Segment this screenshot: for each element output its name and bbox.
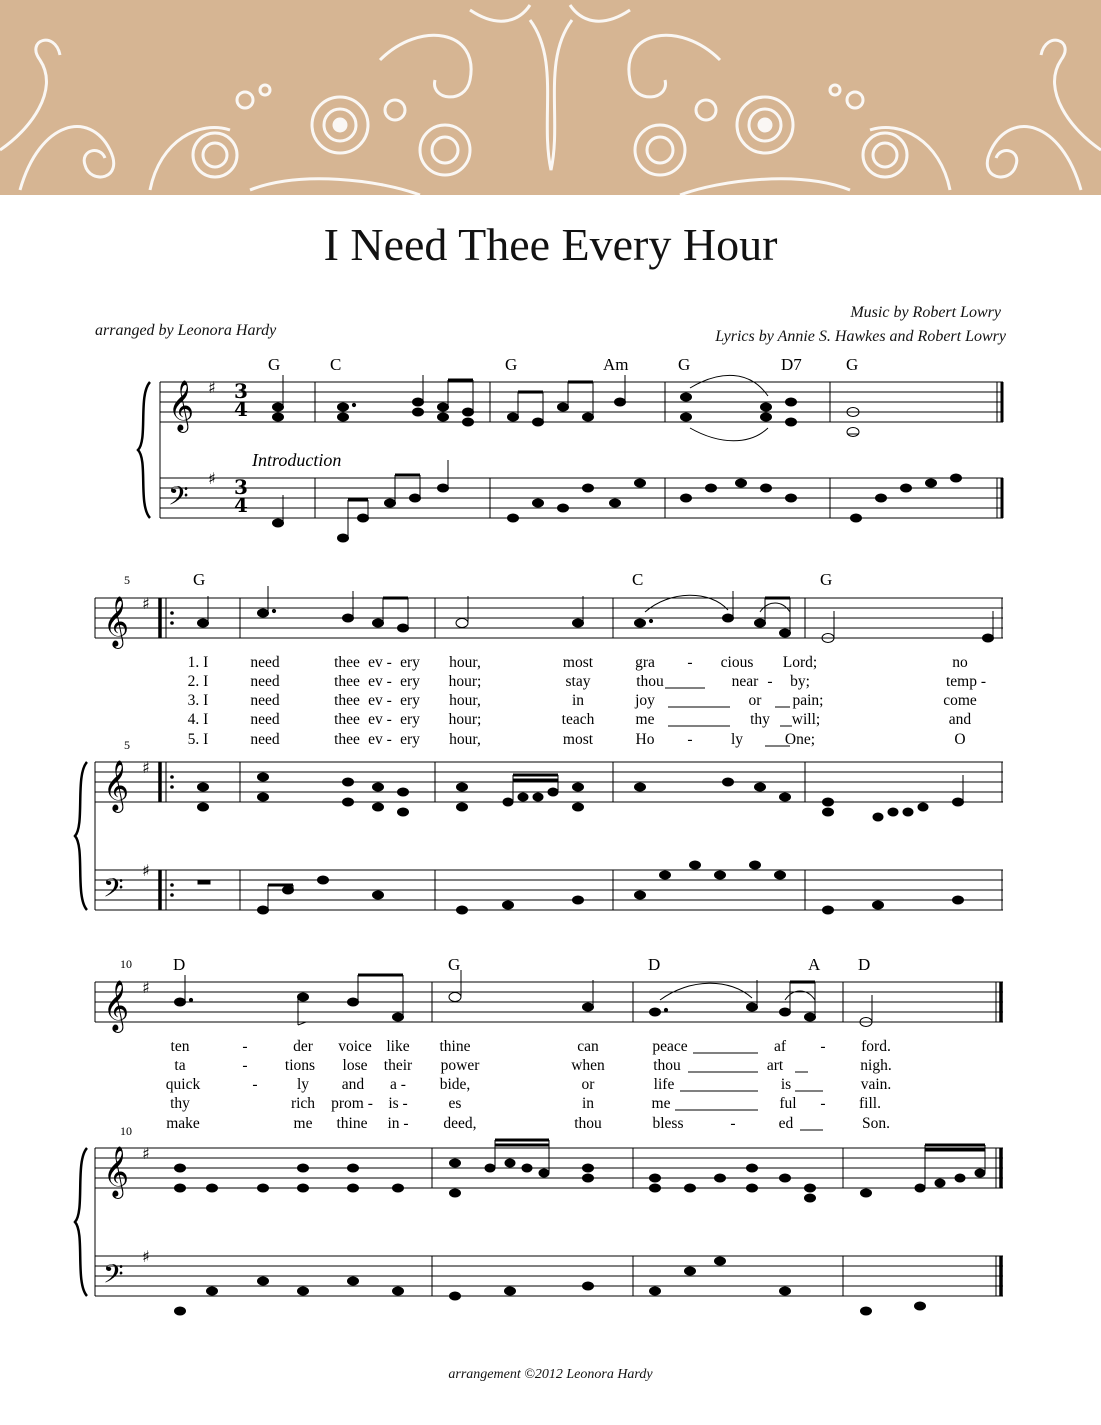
- svg-text:2. I: 2. I: [187, 673, 209, 690]
- svg-text:es: es: [448, 1095, 462, 1112]
- svg-text:ev -: ev -: [368, 673, 392, 690]
- svg-text:will;: will;: [791, 711, 821, 728]
- svg-text:near: near: [731, 673, 759, 690]
- chord-symbol: C: [632, 570, 644, 589]
- svg-text:their: their: [383, 1057, 413, 1074]
- svg-text:thee: thee: [334, 654, 360, 671]
- svg-text:thy: thy: [750, 711, 770, 728]
- chord-symbol: D: [858, 955, 871, 974]
- svg-text:need: need: [250, 692, 280, 709]
- svg-text:in: in: [571, 692, 585, 709]
- system-3-lyrics: [166, 1038, 892, 1132]
- svg-text:fill.: fill.: [859, 1095, 881, 1112]
- svg-text:ery: ery: [400, 692, 420, 709]
- chord-symbol: G: [846, 355, 859, 374]
- svg-text:hour;: hour;: [448, 711, 482, 728]
- svg-text:ev -: ev -: [368, 692, 392, 709]
- svg-text:come: come: [943, 692, 977, 709]
- svg-text:♯: ♯: [142, 861, 150, 880]
- lyric-verse-4: [170, 1095, 881, 1112]
- svg-text:gra: gra: [635, 654, 655, 671]
- svg-text:-: -: [687, 731, 693, 748]
- svg-text:can: can: [577, 1038, 599, 1055]
- svg-text:stay: stay: [565, 673, 591, 690]
- chord-symbol: G: [268, 355, 281, 374]
- svg-text:nigh.: nigh.: [860, 1057, 892, 1074]
- svg-text:most: most: [562, 654, 594, 671]
- svg-text:ev -: ev -: [368, 731, 392, 748]
- svg-text:ery: ery: [400, 711, 420, 728]
- lyrics-credit: Lyrics by Annie S. Hawkes and Robert Lowry: [715, 328, 1006, 345]
- svg-text:is -: is -: [388, 1095, 408, 1112]
- chord-symbol: G: [193, 570, 206, 589]
- svg-text:or: or: [581, 1076, 595, 1093]
- treble-clef-icon: 𝄞: [103, 596, 130, 647]
- chord-symbol: D: [648, 955, 661, 974]
- introduction-label: Introduction: [252, 450, 342, 470]
- svg-text:ford.: ford.: [861, 1038, 891, 1055]
- svg-text:O: O: [954, 731, 966, 748]
- system-1-glyphs: [168, 378, 248, 518]
- lyric-verse-5: [166, 1115, 890, 1132]
- svg-text:art: art: [766, 1057, 784, 1074]
- system-3-glyphs: [103, 957, 150, 1296]
- svg-text:-: -: [820, 1095, 826, 1112]
- svg-text:lose: lose: [342, 1057, 368, 1074]
- measure-number: 10: [120, 1124, 132, 1138]
- svg-text:prom -: prom -: [331, 1095, 373, 1112]
- bass-clef-icon: 𝄢: [103, 872, 124, 910]
- svg-text:Son.: Son.: [862, 1115, 890, 1132]
- lyric-verse-2: [174, 1057, 891, 1074]
- svg-text:hour,: hour,: [449, 731, 481, 748]
- svg-text:ery: ery: [400, 654, 420, 671]
- svg-text:ed: ed: [778, 1115, 794, 1132]
- svg-text:-: -: [820, 1038, 826, 1055]
- treble-clef-icon: 𝄞: [103, 760, 130, 811]
- svg-text:5. I: 5. I: [187, 731, 209, 748]
- lyric-verse-4: [188, 711, 972, 728]
- svg-text:thee: thee: [334, 731, 360, 748]
- chord-symbol: G: [505, 355, 518, 374]
- svg-text:der: der: [293, 1038, 313, 1055]
- chord-symbol: C: [330, 355, 342, 374]
- svg-text:by;: by;: [790, 673, 810, 690]
- svg-text:4: 4: [234, 397, 248, 421]
- svg-text:bless: bless: [652, 1115, 684, 1132]
- lyric-verse-5: [188, 731, 966, 748]
- treble-clef-icon: 𝄞: [103, 980, 130, 1031]
- treble-clef-icon: 𝄞: [103, 1146, 130, 1197]
- measure-number: 5: [124, 573, 130, 587]
- svg-text:ery: ery: [400, 673, 420, 690]
- svg-text:thou: thou: [574, 1115, 602, 1132]
- svg-text:-: -: [687, 654, 693, 671]
- music-credit: Music by Robert Lowry: [850, 304, 1001, 321]
- lyric-verse-3: [188, 692, 977, 709]
- svg-text:is: is: [780, 1076, 792, 1093]
- svg-text:Ho: Ho: [635, 731, 655, 748]
- svg-text:most: most: [562, 731, 594, 748]
- svg-text:life: life: [653, 1076, 675, 1093]
- svg-text:like: like: [386, 1038, 410, 1055]
- svg-text:me: me: [651, 1095, 671, 1112]
- svg-text:deed,: deed,: [443, 1115, 477, 1132]
- svg-text:need: need: [250, 673, 280, 690]
- svg-text:1. I: 1. I: [187, 654, 209, 671]
- svg-text:when: when: [571, 1057, 605, 1074]
- svg-text:ta: ta: [174, 1057, 186, 1074]
- svg-text:ev -: ev -: [368, 654, 392, 671]
- svg-text:in -: in -: [387, 1115, 409, 1132]
- svg-text:thee: thee: [334, 673, 360, 690]
- chord-symbol: G: [678, 355, 691, 374]
- svg-text:♯: ♯: [142, 758, 150, 777]
- svg-text:a -: a -: [390, 1076, 406, 1093]
- svg-text:4. I: 4. I: [187, 711, 209, 728]
- chord-symbol: G: [448, 955, 461, 974]
- svg-text:4: 4: [234, 493, 248, 517]
- svg-text:-: -: [242, 1038, 248, 1055]
- system-2-glyphs: [103, 573, 174, 910]
- svg-text:3: 3: [234, 475, 248, 499]
- svg-text:pain;: pain;: [792, 692, 824, 709]
- lyric-verse-2: [188, 673, 986, 690]
- system-2-notes: [198, 586, 994, 914]
- svg-text:♯: ♯: [142, 1144, 150, 1163]
- svg-text:temp -: temp -: [945, 673, 987, 690]
- system-3-chords: [173, 955, 870, 974]
- svg-text:-: -: [730, 1115, 736, 1132]
- chord-symbol: D7: [781, 355, 802, 374]
- svg-text:ery: ery: [400, 731, 420, 748]
- svg-text:Lord;: Lord;: [782, 654, 818, 671]
- lyric-verse-3: [166, 1076, 892, 1093]
- svg-text:-: -: [252, 1076, 258, 1093]
- svg-text:quick: quick: [165, 1076, 201, 1093]
- svg-text:joy: joy: [635, 692, 655, 709]
- system-1-notes: [273, 375, 962, 542]
- chord-symbol: Am: [603, 355, 629, 374]
- svg-text:need: need: [250, 731, 280, 748]
- bass-clef-icon: 𝄢: [168, 480, 189, 518]
- bass-clef-icon: 𝄢: [103, 1258, 124, 1296]
- svg-text:in: in: [581, 1095, 595, 1112]
- svg-text:me: me: [293, 1115, 313, 1132]
- svg-text:need: need: [250, 711, 280, 728]
- svg-text:thee: thee: [334, 692, 360, 709]
- chord-symbol: A: [808, 955, 821, 974]
- svg-text:me: me: [635, 711, 655, 728]
- svg-text:ly: ly: [296, 1076, 310, 1093]
- arranger-credit: arranged by Leonora Hardy: [95, 322, 277, 339]
- svg-text:hour,: hour,: [449, 654, 481, 671]
- svg-text:hour;: hour;: [448, 673, 482, 690]
- svg-text:hour,: hour,: [449, 692, 481, 709]
- svg-text:ten: ten: [170, 1038, 190, 1055]
- svg-text:♯: ♯: [142, 978, 150, 997]
- svg-text:ful: ful: [779, 1095, 797, 1112]
- svg-text:tions: tions: [284, 1057, 316, 1074]
- svg-text:vain.: vain.: [860, 1076, 892, 1093]
- system-2-lyrics: [188, 654, 986, 748]
- svg-text:thou: thou: [653, 1057, 681, 1074]
- svg-text:thine: thine: [439, 1038, 471, 1055]
- svg-text:thou: thou: [636, 673, 664, 690]
- svg-text:and: and: [341, 1076, 365, 1093]
- svg-text:cious: cious: [720, 654, 754, 671]
- svg-text:rich: rich: [290, 1095, 316, 1112]
- system-2: [75, 598, 1003, 910]
- svg-text:need: need: [250, 654, 280, 671]
- measure-number: 10: [120, 957, 132, 971]
- svg-text:thine: thine: [336, 1115, 368, 1132]
- svg-text:ev -: ev -: [368, 711, 392, 728]
- svg-text:peace: peace: [652, 1038, 688, 1055]
- svg-text:-: -: [242, 1057, 248, 1074]
- svg-text:3: 3: [234, 379, 248, 403]
- treble-clef-icon: 𝄞: [168, 380, 195, 431]
- measure-number: 5: [124, 738, 130, 752]
- system-2-chords: [193, 570, 832, 589]
- svg-text:-: -: [767, 673, 773, 690]
- svg-text:♯: ♯: [142, 594, 150, 613]
- chord-symbol: G: [820, 570, 833, 589]
- system-1-chords: [268, 355, 858, 374]
- svg-text:no: no: [952, 654, 968, 671]
- svg-text:and: and: [948, 711, 972, 728]
- svg-text:teach: teach: [561, 711, 595, 728]
- copyright-footer: arrangement ©2012 Leonora Hardy: [448, 1367, 653, 1382]
- lyric-verse-1: [171, 1038, 891, 1055]
- svg-text:thy: thy: [170, 1095, 190, 1112]
- chord-symbol: D: [173, 955, 186, 974]
- svg-text:power: power: [440, 1057, 480, 1074]
- svg-text:One;: One;: [784, 731, 816, 748]
- svg-text:♯: ♯: [208, 378, 216, 397]
- svg-text:make: make: [166, 1115, 200, 1132]
- svg-text:voice: voice: [338, 1038, 372, 1055]
- svg-text:♯: ♯: [208, 469, 216, 488]
- svg-text:thee: thee: [334, 711, 360, 728]
- svg-text:bide,: bide,: [439, 1076, 471, 1093]
- svg-text:or: or: [748, 692, 762, 709]
- svg-text:af: af: [773, 1038, 787, 1055]
- page-title: I Need Thee Every Hour: [323, 219, 778, 270]
- lyric-verse-1: [188, 654, 968, 671]
- svg-text:ly: ly: [730, 731, 744, 748]
- svg-text:3. I: 3. I: [187, 692, 209, 709]
- svg-text:♯: ♯: [142, 1247, 150, 1266]
